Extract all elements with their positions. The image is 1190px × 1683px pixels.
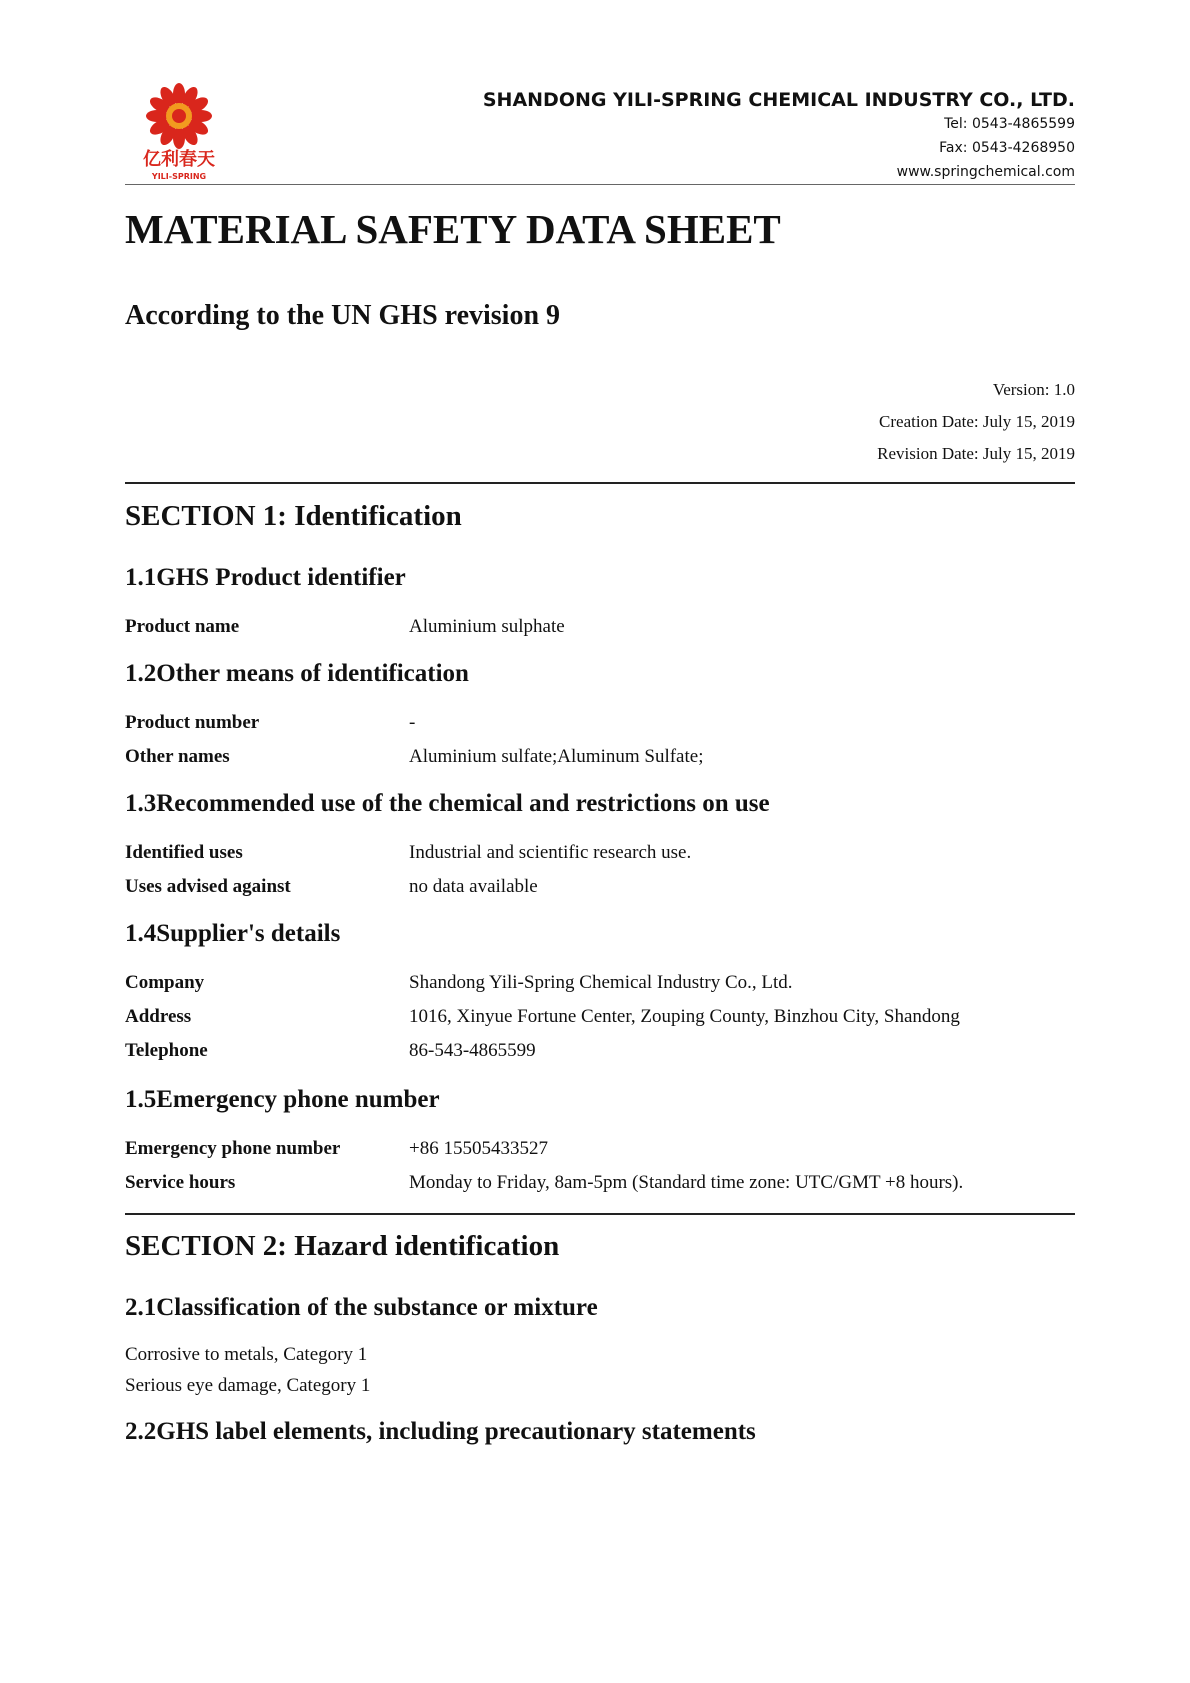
field-row (125, 1006, 1075, 1036)
company-website: www.springchemical.com (896, 164, 1075, 180)
field-label: Other names (125, 746, 230, 767)
field-value: Aluminium sulfate;Aluminum Sulfate; (409, 746, 704, 767)
field-label: Uses advised against (125, 876, 291, 897)
document-subtitle: According to the UN GHS revision 9 (125, 300, 561, 331)
company-tel: Tel: 0543-4865599 (944, 116, 1075, 132)
document-meta (877, 374, 1075, 470)
subsection-1-3-title: 1.3Recommended use of the chemical and restrictions on use (125, 790, 770, 817)
section-divider (125, 482, 1075, 484)
classification-line: Corrosive to metals, Category 1 (125, 1344, 368, 1365)
section-divider (125, 1213, 1075, 1215)
field-label: Company (125, 972, 205, 993)
company-fax: Fax: 0543-4268950 (939, 140, 1075, 156)
field-label: Product name (125, 616, 240, 637)
field-row (125, 616, 1075, 646)
field-value: 1016, Xinyue Fortune Center, Zouping County, Binzhou City, Shandong (409, 1006, 960, 1027)
field-row (125, 842, 1075, 872)
subsection-2-1-title: 2.1Classification of the substance or mixture (125, 1294, 598, 1321)
field-row (125, 1040, 1075, 1070)
field-value: +86 15505433527 (409, 1138, 548, 1159)
version-text: Version: 1.0 (992, 380, 1075, 399)
field-row (125, 746, 1075, 776)
field-value: - (409, 712, 416, 733)
field-label: Product number (125, 712, 260, 733)
header-divider (125, 184, 1075, 185)
field-label: Telephone (125, 1040, 208, 1061)
subsection-1-4-title: 1.4Supplier's details (125, 920, 341, 947)
field-row (125, 972, 1075, 1002)
logo-text: 亿利春天 (143, 149, 215, 170)
subsection-1-1-title: 1.1GHS Product identifier (125, 564, 406, 591)
field-row (125, 876, 1075, 906)
field-value: Aluminium sulphate (409, 616, 565, 637)
field-label: Emergency phone number (125, 1138, 341, 1159)
field-row (125, 1138, 1075, 1168)
company-logo (138, 82, 220, 186)
logo-subtext: YILI-SPRING (151, 172, 207, 181)
section-2-title: SECTION 2: Hazard identification (125, 1230, 560, 1262)
field-value: no data available (409, 876, 538, 897)
subsection-1-5-title: 1.5Emergency phone number (125, 1086, 440, 1113)
subsection-2-2-title: 2.2GHS label elements, including precautionary statements (125, 1418, 756, 1445)
company-name: SHANDONG YILI-SPRING CHEMICAL INDUSTRY CO., LTD. (482, 89, 1075, 111)
field-label: Address (125, 1006, 192, 1027)
document-title: MATERIAL SAFETY DATA SHEET (125, 206, 781, 252)
field-value: 86-543-4865599 (409, 1040, 536, 1061)
field-value: Industrial and scientific research use. (409, 842, 692, 863)
classification-line: Serious eye damage, Category 1 (125, 1375, 371, 1396)
field-label: Identified uses (125, 842, 243, 863)
field-row (125, 712, 1075, 742)
field-row (125, 1172, 1075, 1202)
company-info (483, 88, 1075, 184)
field-value: Monday to Friday, 8am-5pm (Standard time zone: UTC/GMT +8 hours). (409, 1172, 964, 1193)
sunflower-logo-icon (138, 82, 220, 186)
revision-date-text: Revision Date: July 15, 2019 (877, 444, 1075, 463)
field-value: Shandong Yili-Spring Chemical Industry Co., Ltd. (409, 972, 793, 993)
creation-date-text: Creation Date: July 15, 2019 (879, 412, 1075, 431)
section-1-title: SECTION 1: Identification (125, 500, 462, 532)
subsection-1-2-title: 1.2Other means of identification (125, 660, 469, 687)
field-label: Service hours (125, 1172, 236, 1193)
